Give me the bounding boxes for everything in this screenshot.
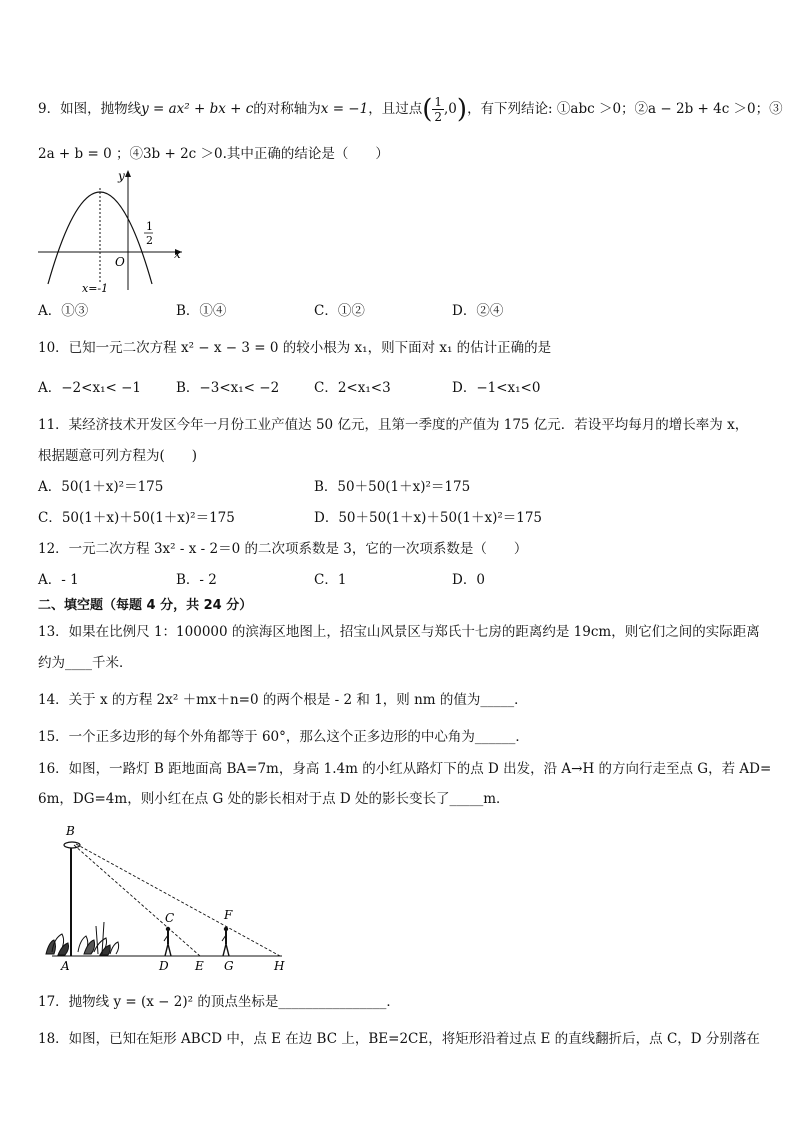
q9-equation: y = ax² + bx + c xyxy=(141,101,254,117)
label-E: E xyxy=(195,959,204,973)
q10-text: 10．已知一元二次方程 x² − x − 3 = 0 的较小根为 x₁，则下面对 x₁ 的估计正确的是 xyxy=(38,340,552,356)
q14-text: 14．关于 x 的方程 2x² ＋mx＋n=0 的两个根是 - 2 和 1，则 nm 的值为_____． xyxy=(38,692,528,708)
q13-line2: 约为____千米． xyxy=(38,655,133,671)
label-D: D xyxy=(159,959,169,973)
ray-to-E xyxy=(74,845,200,956)
q9-option-a: A．①③ xyxy=(38,303,89,319)
q10-option-b: B．−3<x₁< −2 xyxy=(176,380,280,396)
person-at-D xyxy=(164,927,171,956)
q9-line1: 9．如图，抛物线y = ax² + bx + c的对称轴为x = −1，且过点( $\frac{1}{2}$ ,0)，有下列结论: ①abc ＞0；②a − 2b + 4c ＞0；③ xyxy=(38,94,783,125)
x-label: x xyxy=(174,247,181,261)
q12-option-d: D．0 xyxy=(452,572,485,588)
axis-label: x=-1 xyxy=(82,282,109,294)
q16-line1: 16．如图，一路灯 B 距地面高 BA=7m，身高 1.4m 的小红从路灯下的点 D 出发，沿 A→H 的方向行走至点 G，若 AD= xyxy=(38,761,772,777)
q9-point-tail: ,0 xyxy=(444,101,457,117)
label-H: H xyxy=(274,959,285,973)
section-header-fill-in: 二、填空题（每题 4 分，共 24 分） xyxy=(38,598,253,613)
q10-option-c: C．2<x₁<3 xyxy=(314,380,391,396)
q9-mid: 的对称轴为 xyxy=(253,101,321,117)
q9-line2: 2a + b = 0 ；④3b + 2c ＞0.其中正确的结论是（ ） xyxy=(38,146,389,162)
q9-option-b: B．①④ xyxy=(176,303,227,319)
origin-label: O xyxy=(115,255,125,269)
q10-option-a: A．−2<x₁< −1 xyxy=(38,380,141,396)
label-G: G xyxy=(224,959,234,973)
q11-option-d: D．50＋50(1＋x)＋50(1＋x)²＝175 xyxy=(314,510,543,526)
q18-text: 18．如图，已知在矩形 ABCD 中，点 E 在边 BC 上，BE=2CE，将矩形沿着过点 E 的直线翻折后，点 C，D 分别落在 xyxy=(38,1031,760,1047)
q9-point-fraction: $\frac{1}{2}$ xyxy=(434,95,443,124)
q9-tail: ，有下列结论: ①abc ＞0；②a − 2b + 4c ＞0；③ xyxy=(467,101,783,117)
q17-text: 17．抛物线 y = (x − 2)² 的顶点坐标是________________． xyxy=(38,994,400,1010)
q12-option-b: B．- 2 xyxy=(176,572,217,588)
q9-parabola-figure xyxy=(36,166,186,294)
person-at-G xyxy=(222,927,229,956)
y-label: y xyxy=(118,169,125,183)
label-F: F xyxy=(224,908,233,922)
half-num: 1 xyxy=(146,220,153,233)
q16-streetlight-figure xyxy=(38,822,294,974)
q9-option-c: C．①② xyxy=(314,303,365,319)
q11-line1: 11．某经济技术开发区今年一月份工业产值达 50 亿元，且第一季度的产值为 175 亿元．若设平均每月的增长率为 x， xyxy=(38,417,749,433)
q9-axis: x = −1 xyxy=(320,101,369,117)
q11-line2: 根据题意可列方程为( ) xyxy=(38,448,198,464)
q9-mid2: ，且过点 xyxy=(368,101,423,117)
shrub-cluster xyxy=(46,922,119,955)
q15-text: 15．一个正多边形的每个外角都等于 60°，那么这个正多边形的中心角为______． xyxy=(38,729,529,745)
label-C: C xyxy=(165,911,175,925)
q10-option-d: D．−1<x₁<0 xyxy=(452,380,541,396)
q11-option-b: B．50＋50(1＋x)²＝175 xyxy=(314,479,471,495)
q9-option-d: D．②④ xyxy=(452,303,504,319)
q9-prefix: 9．如图，抛物线 xyxy=(38,101,142,117)
q12-option-a: A．- 1 xyxy=(38,572,79,588)
y-axis-arrow xyxy=(125,170,131,177)
label-B: B xyxy=(66,824,75,838)
q13-line1: 13．如果在比例尺 1：100000 的滨海区地图上，招宝山风景区与郑氏十七房的距离约是 19cm，则它们之间的实际距离 xyxy=(38,624,760,640)
q12-option-c: C．1 xyxy=(314,572,347,588)
q11-option-c: C．50(1＋x)＋50(1＋x)²＝175 xyxy=(38,510,235,526)
half-den: 2 xyxy=(146,234,153,247)
q11-option-a: A．50(1＋x)²＝175 xyxy=(38,479,164,495)
q16-line2: 6m，DG=4m，则小红在点 G 处的影长相对于点 D 处的影长变长了_____m． xyxy=(38,791,510,807)
label-A: A xyxy=(61,959,70,973)
q12-text: 12．一元二次方程 3x² - x - 2＝0 的二次项系数是 3，它的一次项系数是（ ） xyxy=(38,541,528,557)
